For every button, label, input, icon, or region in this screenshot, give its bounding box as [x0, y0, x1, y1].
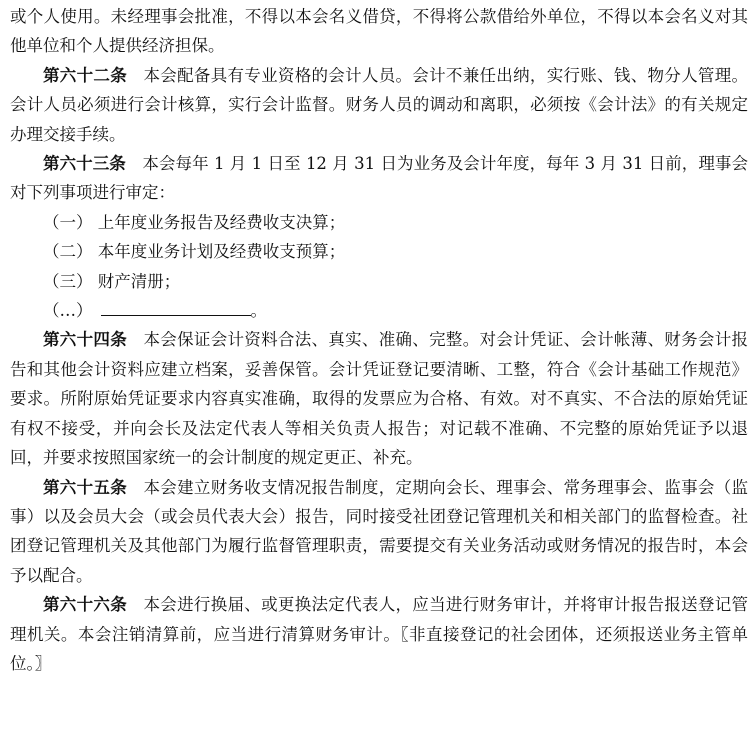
article-text: 本会配备具有专业资格的会计人员。会计不兼任出纳，实行账、钱、物分人管理。会计人员必须进行会计核算，实行会计监督。财务人员的调动和离职，必须按《会计法》的有关规定办理交接手续。: [10, 65, 749, 144]
article-62: [10, 61, 748, 149]
article-65: [10, 473, 748, 591]
article-66: [10, 590, 748, 678]
article-number: 第六十三条: [43, 154, 126, 174]
article-number: 第六十六条: [43, 595, 127, 615]
list-item: （二） 本年度业务计划及经费收支预算；: [43, 242, 346, 262]
article-text: 本会进行换届、或更换法定代表人，应当进行财务审计，并将审计报告报送登记管理机关。本会注销清算前，应当进行清算财务审计。〖非直接登记的社会团体，还须报送业务主管单位。〗: [10, 595, 749, 673]
article-64: [10, 325, 748, 472]
article-number: 第六十五条: [43, 477, 127, 497]
article-number: 第六十二条: [43, 65, 127, 85]
article-63: [10, 149, 748, 208]
article-text: 本会建立财务收支情况报告制度，定期向会长、理事会、常务理事会、监事会（监事）以及会员大会（或会员代表大会）报告，同时接受社团登记管理机关和相关部门的监督检查。社团登记管理机关及其他部门为履行监督管理职责，需要提交有关业务活动或财务情况的报告时，本会予以配合。: [10, 477, 749, 585]
list-item-blank: [10, 296, 748, 325]
blank-label: （…）: [43, 301, 93, 321]
list-item: （三） 财产清册；: [43, 271, 181, 291]
blank-suffix: 。: [250, 301, 267, 321]
article-number: 第六十四条: [43, 330, 127, 350]
article-text: 本会每年 1 月 1 日至 12 月 31 日为业务及会计年度，每年 3 月 31 日前，理事会对下列事项进行审定：: [10, 154, 748, 203]
article-text: 本会保证会计资料合法、真实、准确、完整。对会计凭证、会计帐薄、财务会计报告和其他会计资料应建立档案，妥善保管。会计凭证登记要清晰、工整，符合《会计基础工作规范》要求。所附原始凭证要求内容真实准确，取得的发票应为合格、有效。对不真实、不合法的原始凭证有权不接受，并向会长及法定代表人等相关负责人报告；对记载不准确、不完整的原始凭证予以退回，并要求按照国家统一的会计制度的规定更正、补充。: [10, 330, 749, 468]
list-item: （一） 上年度业务报告及经费收支决算；: [43, 212, 346, 232]
continuation-paragraph: 或个人使用。未经理事会批准，不得以本会名义借贷，不得将公款借给外单位，不得以本会名义对其他单位和个人提供经济担保。: [10, 7, 748, 56]
fill-in-blank: [101, 297, 251, 316]
document-page: [10, 2, 748, 678]
